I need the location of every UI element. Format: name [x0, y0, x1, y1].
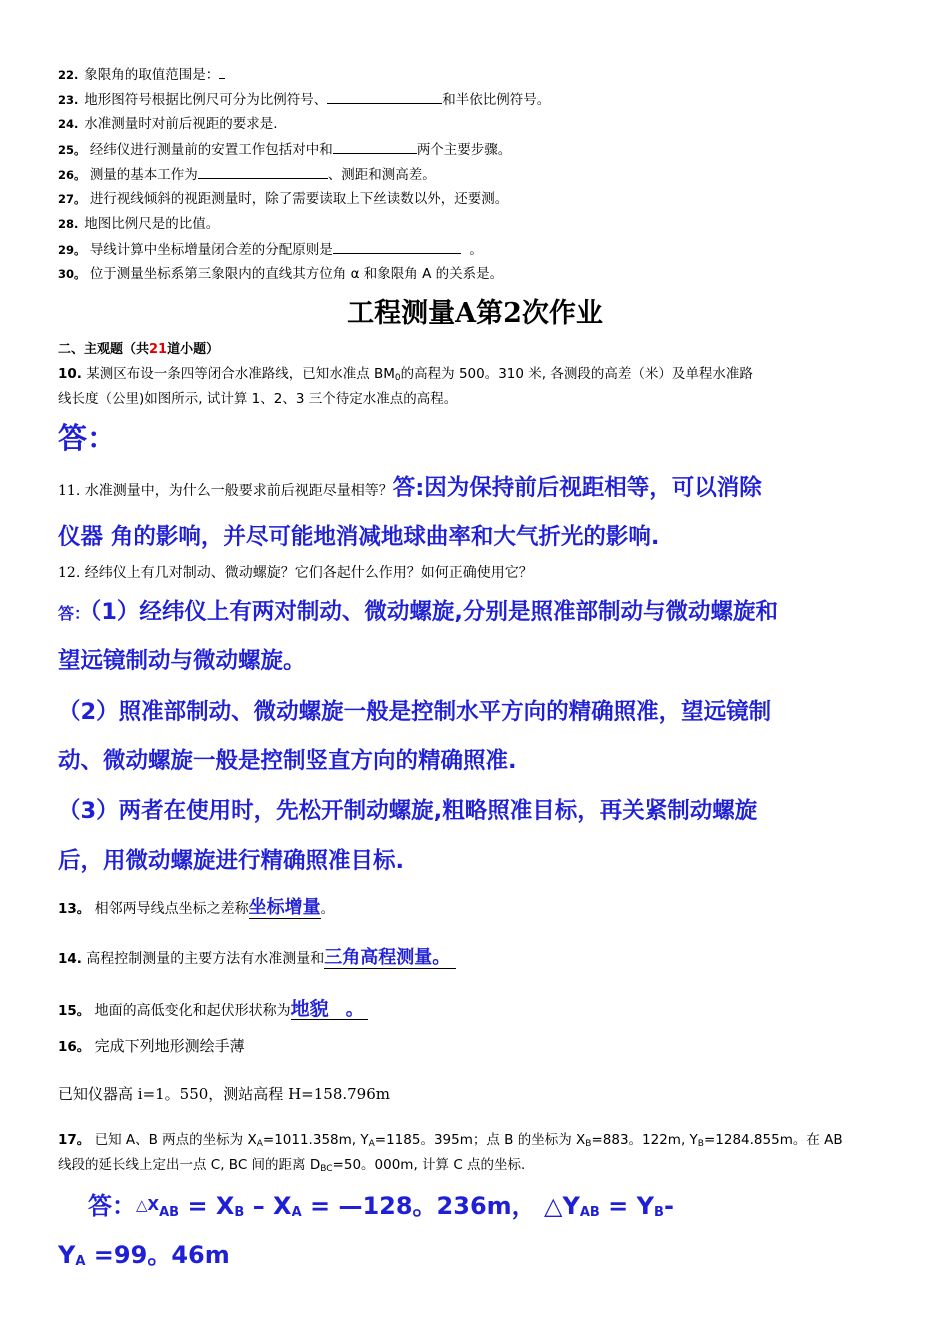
question-14: 14. 高程控制测量的主要方法有水准测量和三角高程测量。	[58, 948, 456, 969]
item-25: 25。 经纬仪进行测量前的安置工作包括对中和 两个主要步骤。	[58, 139, 511, 160]
question-17: 17。 已知 A、B 两点的坐标为 $X_A=1011.358m$, $Y_A=1185$。395m；点 B 的坐标为 $X_B=883$。122m, $Y_B=1284.855m$。在 AB	[58, 1132, 843, 1149]
answer-10: 答：	[58, 421, 117, 455]
blank-field	[333, 239, 461, 254]
question-12: 12. 经纬仪上有几对制动、微动螺旋？它们各起什么作用？如何正确使用它？	[58, 565, 533, 581]
question-15: 15。 地面的高低变化和起伏形状称为地貌 。	[58, 999, 368, 1021]
item-24: 24. 水准测量时对前后视距的要求是.	[58, 116, 278, 132]
item-22: 22. 象限角的取值范围是：	[58, 64, 225, 85]
item-26: 26。 测量的基本工作为 、测距和测高差。	[58, 164, 436, 185]
item-30: 30。 位于测量坐标系第三象限内的直线其方位角 α 和象限角 A 的关系是。	[58, 266, 504, 282]
page-title: 工程测量A第2次作业	[347, 298, 603, 329]
blank-field	[327, 89, 442, 104]
question-16-given: 已知仪器高 i=1。550，测站高程 H=158.796m	[58, 1085, 390, 1103]
answer-12-line5: （3）两者在使用时，先松开制动螺旋,粗略照准目标，再关紧制动螺旋	[58, 798, 758, 824]
answer-12-line2: 望远镜制动与微动螺旋。	[58, 648, 306, 674]
blank-field	[198, 164, 328, 179]
question-13: 13。 相邻两导线点坐标之差称坐标增量。	[58, 897, 335, 918]
answer-17-line2: $Y_A =99$。46m	[58, 1241, 230, 1269]
question-11: 11. 水准测量中，为什么一般要求前后视距尽量相等？答:因为保持前后视距相等，可以消除	[58, 475, 762, 501]
answer-12-line3: （2）照准部制动、微动螺旋一般是控制水平方向的精确照准，望远镜制	[58, 699, 772, 725]
question-17-line2: 线段的延长线上定出一点 C, BC 间的距离 $D_{BC}=50$。000m, 计算 C 点的坐标.	[58, 1157, 526, 1174]
item-29: 29。 导线计算中坐标增量闭合差的分配原则是 。	[58, 239, 483, 260]
blank-field	[333, 139, 417, 154]
answer-17-line1: 答：$\triangle X_{AB} = X_B - X_A$ = —128。236m， $\triangle Y_{AB} = Y_B-$	[88, 1192, 674, 1220]
answer-12-line1: 答：（1）经纬仪上有两对制动、微动螺旋,分别是照准部制动与微动螺旋和	[58, 599, 778, 625]
answer-12-line6: 后，用微动螺旋进行精确照准目标.	[58, 848, 405, 874]
item-27: 27。 进行视线倾斜的视距测量时，除了需要读取上下丝读数以外，还要测。	[58, 191, 509, 207]
answer-11-line2: 仪器 角的影响，并尽可能地消减地球曲率和大气折光的影响.	[58, 524, 660, 550]
section-heading: 二、主观题（共21道小题）	[58, 342, 220, 357]
question-16: 16。 完成下列地形测绘手薄	[58, 1037, 245, 1055]
item-28: 28. 地图比例尺是的比值。	[58, 216, 220, 232]
item-23: 23. 地形图符号根据比例尺可分为比例符号、 和半依比例符号。	[58, 89, 550, 110]
question-10-line2: 线长度（公里)如图所示, 试计算 1、2、3 三个待定水准点的高程。	[58, 391, 458, 407]
answer-12-line4: 动、微动螺旋一般是控制竖直方向的精确照准.	[58, 748, 517, 774]
question-10: 10. 某测区布设一条四等闭合水准路线，已知水准点 $BM_0$的高程为 500。310 米, 各测段的高差（米）及单程水准路	[58, 366, 753, 383]
